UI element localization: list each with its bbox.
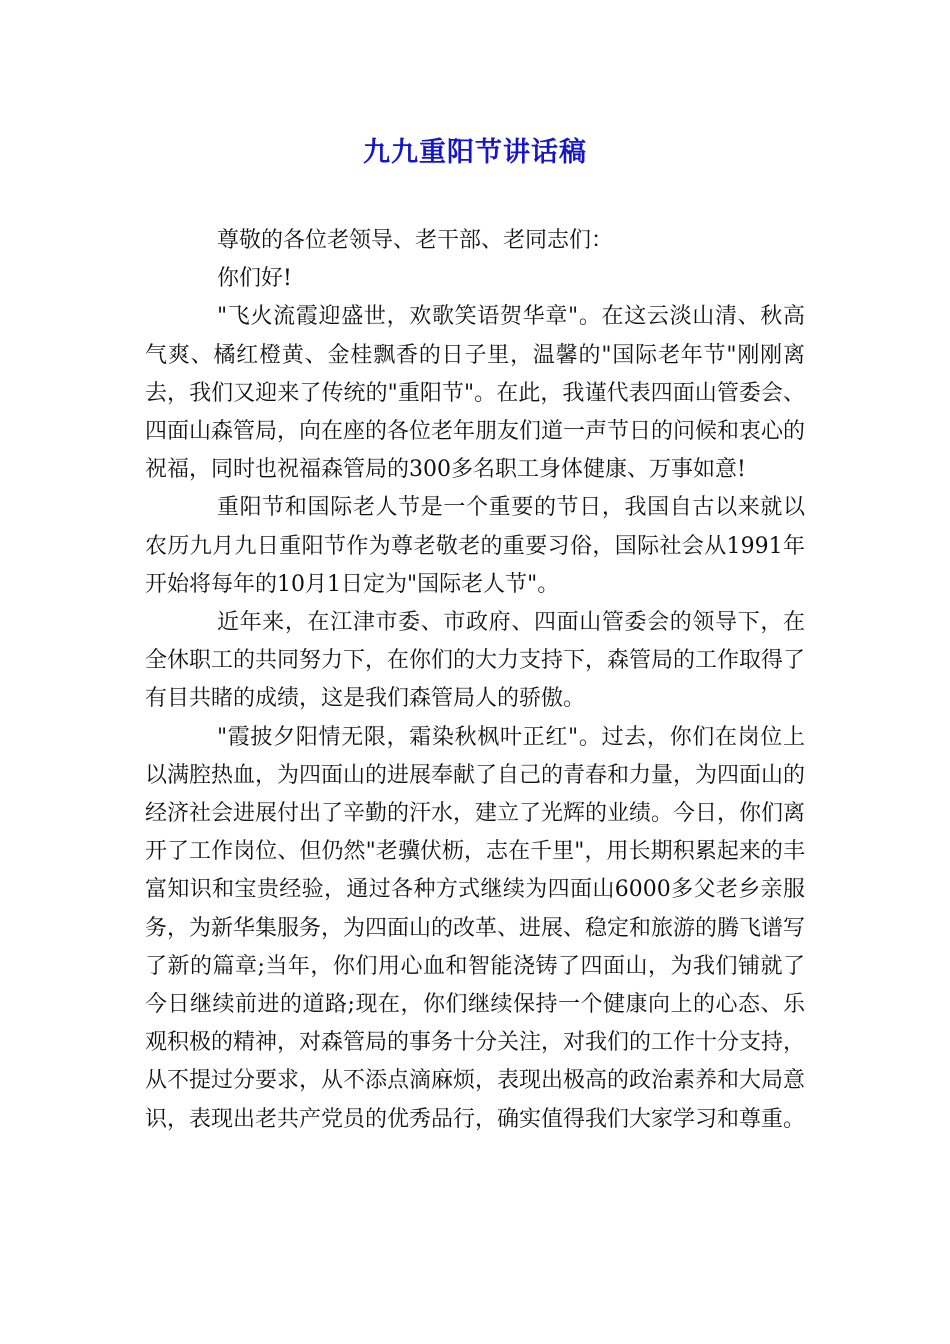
paragraph: "霞披夕阳情无限，霜染秋枫叶正红"。过去，你们在岗位上以满腔热血，为四面山的进展奉献了自己的青春和力量，为四面山的经济社会进展付出了辛勤的汗水，建立了光辉的业绩。今日，你们离开了工作岗位、但仍然"老骥伏枥，志在千里"，用长期积累起来的丰富知识和宝贵经验，通过各种方式继续为四面山6000多父老乡亲服务，为新华集服务，为四面山的改革、进展、稳定和旅游的腾飞谱写了新的篇章;当年，你们用心血和智能浇铸了四面山，为我们铺就了今日继续前进的道路;现在，你们继续保持一个健康向上的心态、乐观积极的精神，对森管局的事务十分关注，对我们的工作十分支持，从不提过分要求，从不添点滴麻烦，表现出极高的政治素养和大局意识，表现出老共产党员的优秀品行，确实值得我们大家学习和尊重。: [145, 724, 806, 1132]
document-body: [145, 222, 805, 1139]
paragraph: 重阳节和国际老人节是一个重要的节日，我国自古以来就以农历九月九日重阳节作为尊老敬老的重要习俗，国际社会从1991年开始将每年的10月1日定为"国际老人节"。: [145, 495, 805, 597]
document-title: 九九重阳节讲话稿: [363, 137, 587, 168]
paragraph: "飞火流霞迎盛世，欢歌笑语贺华章"。在这云淡山清、秋高气爽、橘红橙黄、金桂飘香的日子里，温馨的"国际老年节"刚刚离去，我们又迎来了传统的"重阳节"。在此，我谨代表四面山管委会、四面山森管局，向在座的各位老年朋友们道一声节日的问候和衷心的祝福，同时也祝福森管局的300多名职工身体健康、万事如意!: [145, 304, 806, 483]
paragraph-greeting: 你们好!: [217, 266, 292, 292]
paragraph-salutation: 尊敬的各位老领导、老干部、老同志们：: [217, 228, 614, 253]
paragraph: 近年来，在江津市委、市政府、四面山管委会的领导下，在全休职工的共同努力下，在你们的大力支持下，森管局的工作取得了有目共睹的成绩，这是我们森管局人的骄傲。: [145, 610, 806, 712]
